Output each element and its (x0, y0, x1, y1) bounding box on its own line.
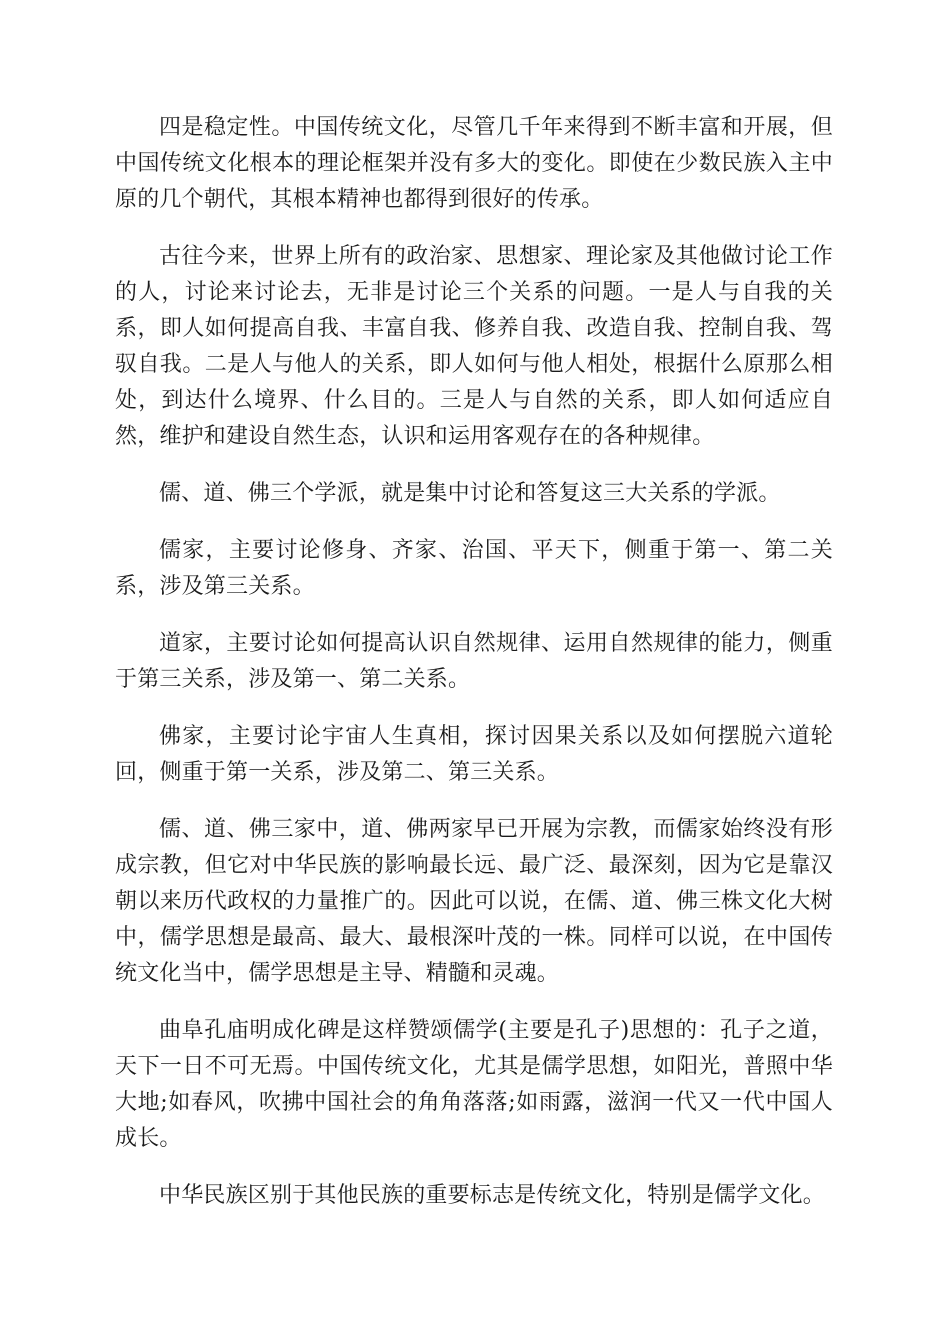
paragraph-taoism: 道家，主要讨论如何提高认识自然规律、运用自然规律的能力，侧重于第三关系，涉及第一、第二关系。 (115, 631, 833, 692)
document-page (115, 110, 833, 1235)
paragraph-confucianism: 儒家，主要讨论修身、齐家、治国、平天下，侧重于第一、第二关系，涉及第三关系。 (115, 538, 833, 599)
paragraph-confucian-influence: 儒、道、佛三家中，道、佛两家早已开展为宗教，而儒家始终没有形成宗教，但它对中华民族的影响最长远、最广泛、最深刻，因为它是靠汉朝以来历代政权的力量推广的。因此可以说，在儒、道、佛三株文化大树中，儒学思想是最高、最大、最根深叶茂的一株。同样可以说，在中国传统文化当中，儒学思想是主导、精髓和灵魂。 (115, 817, 833, 986)
paragraph-buddhism: 佛家，主要讨论宇宙人生真相，探讨因果关系以及如何摆脱六道轮回，侧重于第一关系，涉及第二、第三关系。 (115, 724, 833, 785)
paragraph-three-schools: 儒、道、佛三个学派，就是集中讨论和答复这三大关系的学派。 (159, 481, 781, 506)
paragraph-national-mark: 中华民族区别于其他民族的重要标志是传统文化，特别是儒学文化。 (159, 1183, 826, 1208)
paragraph-qufu-stele: 曲阜孔庙明成化碑是这样赞颂儒学(主要是孔子)思想的：孔子之道，天下一日不可无焉。中国传统文化，尤其是儒学思想，如阳光，普照中华大地;如春风，吹拂中国社会的角角落落;如雨露，滋润一代又一代中国人成长。 (115, 1018, 833, 1151)
paragraph-three-relations: 古往今来，世界上所有的政治家、思想家、理论家及其他做讨论工作的人，讨论来讨论去，无非是讨论三个关系的问题。一是人与自我的关系，即人如何提高自我、丰富自我、修养自我、改造自我、控制自我、驾驭自我。二是人与他人的关系，即人如何与他人相处，根据什么原那么相处，到达什么境界、什么目的。三是人与自然的关系，即人如何适应自然，维护和建设自然生态，认识和运用客观存在的各种规律。 (115, 244, 833, 449)
paragraph-stability: 四是稳定性。中国传统文化，尽管几千年来得到不断丰富和开展，但中国传统文化根本的理论框架并没有多大的变化。即使在少数民族入主中原的几个朝代，其根本精神也都得到很好的传承。 (115, 115, 833, 212)
